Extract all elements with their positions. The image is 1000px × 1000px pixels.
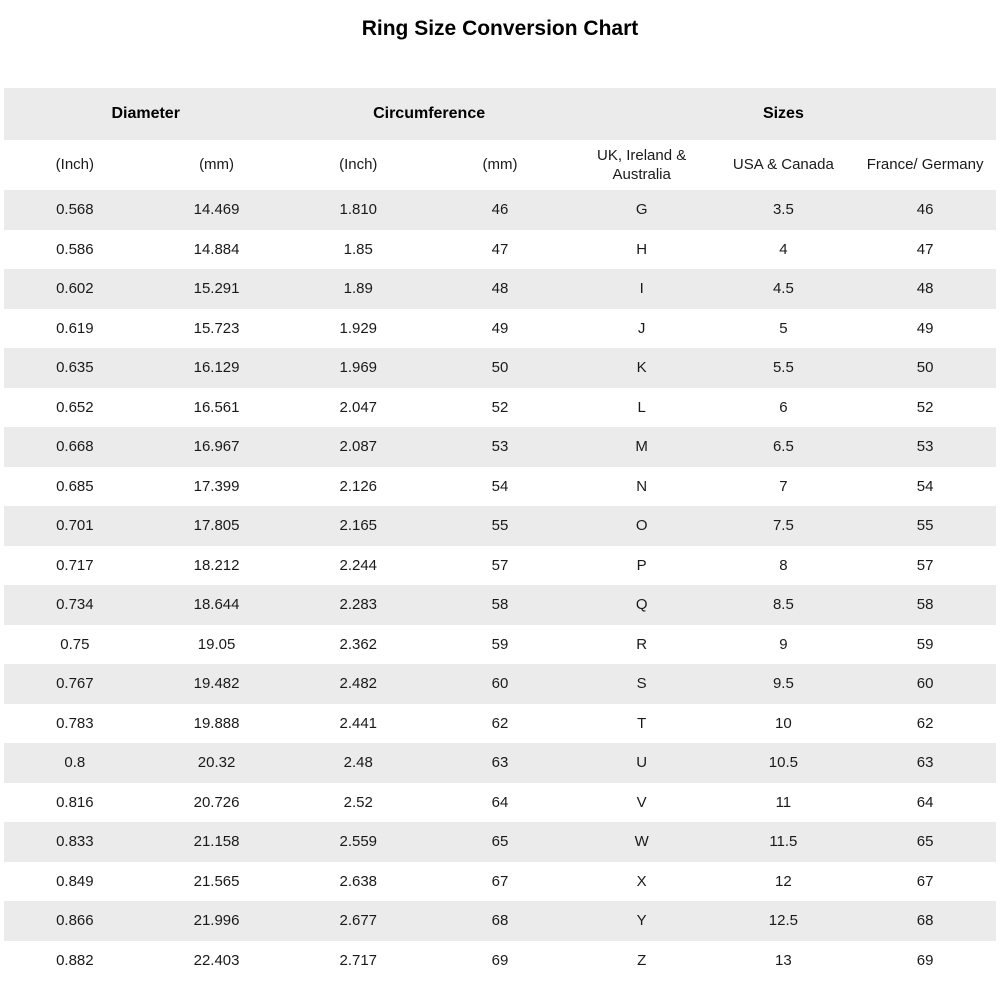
- table-cell: 2.087: [339, 438, 378, 456]
- table-cell: 68: [916, 912, 934, 930]
- table-cell: L: [637, 398, 646, 416]
- table-cell: 0.635: [56, 359, 94, 377]
- table-cell: 0.619: [56, 319, 94, 337]
- table-cell: 1.85: [343, 240, 373, 258]
- table-cell: J: [637, 319, 646, 337]
- table-cell: 12: [775, 872, 792, 890]
- table-cell: 21.996: [193, 912, 240, 930]
- page-title: Ring Size Conversion Chart: [361, 17, 639, 40]
- table-cell: 19.05: [197, 635, 236, 653]
- table-cell: K: [636, 359, 647, 377]
- conversion-table-container: [4, 88, 996, 980]
- table-cell: 0.586: [56, 240, 94, 258]
- table-cell: 10: [775, 714, 792, 732]
- ring-size-conversion-table: [4, 88, 996, 980]
- table-cell: 22.403: [193, 951, 240, 969]
- table-cell: 46: [491, 201, 509, 219]
- table-cell: W: [634, 833, 649, 851]
- table-cell: 2.283: [339, 596, 378, 614]
- table-cell: 9: [779, 635, 788, 653]
- table-row: [4, 427, 996, 467]
- table-cell: 59: [916, 635, 934, 653]
- table-row: [4, 783, 996, 823]
- table-cell: V: [636, 793, 647, 811]
- column-header-usa-canada: USA & Canada: [732, 156, 834, 174]
- table-cell: 52: [491, 398, 509, 416]
- table-row: [4, 546, 996, 586]
- table-cell: 4.5: [772, 280, 794, 298]
- table-cell: 47: [491, 240, 509, 258]
- table-cell: 2.441: [339, 714, 378, 732]
- table-row: [4, 941, 996, 981]
- table-cell: 17.805: [193, 517, 240, 535]
- table-cell: 2.362: [339, 635, 378, 653]
- table-cell: 2.52: [343, 793, 373, 811]
- table-cell: 6: [779, 398, 788, 416]
- table-cell: 2.244: [339, 556, 378, 574]
- table-cell: 49: [916, 319, 934, 337]
- table-cell: 63: [916, 754, 934, 772]
- table-cell: 4: [779, 240, 788, 258]
- table-cell: 0.882: [56, 951, 94, 969]
- table-cell: 63: [491, 754, 509, 772]
- column-header-diameter-inch: (Inch): [55, 156, 95, 174]
- table-cell: 0.833: [56, 833, 94, 851]
- table-cell: 18.212: [193, 556, 240, 574]
- table-cell: 15.291: [193, 280, 240, 298]
- table-row: [4, 506, 996, 546]
- table-cell: 48: [491, 280, 509, 298]
- table-cell: 0.849: [56, 872, 94, 890]
- table-cell: 64: [491, 793, 509, 811]
- table-row: [4, 348, 996, 388]
- table-cell: 60: [916, 675, 934, 693]
- table-cell: 11: [775, 793, 792, 811]
- table-cell: N: [636, 477, 648, 495]
- table-row: [4, 664, 996, 704]
- table-cell: 0.783: [56, 714, 94, 732]
- table-cell: 15.723: [193, 319, 240, 337]
- table-cell: 2.482: [339, 675, 378, 693]
- table-cell: 48: [916, 280, 934, 298]
- table-cell: 47: [916, 240, 934, 258]
- table-cell: 1.969: [339, 359, 378, 377]
- table-cell: 0.701: [56, 517, 94, 535]
- table-cell: 3.5: [772, 201, 794, 219]
- table-cell: 2.047: [339, 398, 378, 416]
- table-cell: 0.767: [56, 675, 94, 693]
- table-cell: 1.89: [343, 280, 373, 298]
- table-cell: 58: [491, 596, 509, 614]
- table-cell: 21.565: [193, 872, 240, 890]
- table-row: [4, 585, 996, 625]
- table-cell: 2.717: [339, 951, 378, 969]
- table-cell: 0.75: [60, 635, 90, 653]
- table-cell: 54: [916, 477, 934, 495]
- table-cell: 0.8: [64, 754, 86, 772]
- table-cell: U: [636, 754, 648, 772]
- table-cell: Q: [635, 596, 648, 614]
- table-cell: 2.126: [339, 477, 378, 495]
- table-cell: 65: [916, 833, 934, 851]
- table-row: [4, 309, 996, 349]
- table-cell: 46: [916, 201, 934, 219]
- table-cell: 12.5: [768, 912, 798, 930]
- table-cell: 2.677: [339, 912, 378, 930]
- table-cell: Y: [636, 912, 647, 930]
- table-cell: O: [635, 517, 648, 535]
- table-cell: 2.165: [339, 517, 378, 535]
- table-cell: 10.5: [768, 754, 798, 772]
- table-cell: 67: [491, 872, 509, 890]
- column-header-diameter-mm: (mm): [199, 156, 235, 174]
- table-cell: 19.482: [193, 675, 240, 693]
- table-cell: 21.158: [193, 833, 240, 851]
- table-row: [4, 704, 996, 744]
- table-cell: 0.816: [56, 793, 94, 811]
- table-cell: 55: [916, 517, 934, 535]
- table-cell: 50: [916, 359, 934, 377]
- column-header-france-germany: France/ Germany: [866, 156, 984, 174]
- table-cell: Z: [637, 951, 647, 969]
- table-cell: X: [636, 872, 647, 890]
- table-cell: 0.568: [56, 201, 94, 219]
- column-header-circumference-mm: (mm): [482, 156, 518, 174]
- table-cell: 65: [491, 833, 509, 851]
- table-cell: 13: [775, 951, 792, 969]
- table-cell: 18.644: [193, 596, 240, 614]
- table-cell: 5: [779, 319, 788, 337]
- table-cell: 0.717: [56, 556, 94, 574]
- table-cell: 59: [491, 635, 509, 653]
- column-header-circumference-inch: (Inch): [339, 156, 378, 174]
- table-cell: 0.668: [56, 438, 94, 456]
- table-cell: 16.129: [193, 359, 240, 377]
- table-cell: 58: [916, 596, 934, 614]
- table-cell: 7: [779, 477, 788, 495]
- table-cell: 60: [491, 675, 509, 693]
- table-cell: 67: [916, 872, 934, 890]
- table-cell: 16.967: [193, 438, 240, 456]
- table-cell: T: [637, 714, 647, 732]
- table-cell: 69: [916, 951, 934, 969]
- table-row: [4, 467, 996, 507]
- table-cell: 2.638: [339, 872, 378, 890]
- table-row: [4, 269, 996, 309]
- column-header-uk-ireland-australia: UK, Ireland & Australia: [597, 146, 687, 184]
- table-cell: 19.888: [193, 714, 240, 732]
- table-cell: 1.810: [339, 201, 378, 219]
- table-row: [4, 625, 996, 665]
- table-cell: 62: [916, 714, 934, 732]
- table-cell: 0.685: [56, 477, 94, 495]
- table-header: [4, 88, 996, 190]
- table-cell: 8.5: [772, 596, 794, 614]
- group-header-diameter: Diameter: [111, 105, 180, 123]
- table-cell: H: [636, 240, 648, 258]
- table-row: [4, 862, 996, 902]
- table-cell: 7.5: [772, 517, 794, 535]
- table-cell: P: [636, 556, 647, 574]
- table-cell: 9.5: [772, 675, 794, 693]
- table-cell: 49: [491, 319, 509, 337]
- group-header-circumference: Circumference: [373, 105, 486, 123]
- column-header-row: [4, 140, 996, 190]
- table-cell: 0.652: [56, 398, 94, 416]
- table-cell: 54: [491, 477, 509, 495]
- table-row: [4, 388, 996, 428]
- table-body: [4, 190, 996, 980]
- table-cell: 1.929: [339, 319, 378, 337]
- table-cell: 52: [916, 398, 934, 416]
- table-cell: 14.884: [193, 240, 240, 258]
- table-cell: 55: [491, 517, 509, 535]
- table-row: [4, 901, 996, 941]
- table-cell: 50: [491, 359, 509, 377]
- table-cell: 5.5: [772, 359, 794, 377]
- table-row: [4, 230, 996, 270]
- table-cell: 57: [491, 556, 509, 574]
- table-cell: 20.726: [193, 793, 240, 811]
- table-cell: G: [635, 201, 648, 219]
- table-row: [4, 822, 996, 862]
- table-cell: 57: [916, 556, 934, 574]
- table-cell: 68: [491, 912, 509, 930]
- table-cell: 62: [491, 714, 509, 732]
- table-cell: 53: [916, 438, 934, 456]
- table-cell: 2.48: [343, 754, 373, 772]
- table-cell: R: [636, 635, 648, 653]
- table-cell: 0.866: [56, 912, 94, 930]
- table-cell: M: [635, 438, 648, 456]
- table-cell: 6.5: [772, 438, 794, 456]
- table-row: [4, 190, 996, 230]
- group-header-row: [4, 88, 996, 140]
- table-cell: 8: [779, 556, 788, 574]
- table-row: [4, 743, 996, 783]
- table-cell: 20.32: [197, 754, 236, 772]
- table-cell: 0.602: [56, 280, 94, 298]
- table-cell: 64: [916, 793, 934, 811]
- group-header-sizes: Sizes: [762, 105, 804, 123]
- table-cell: 17.399: [193, 477, 240, 495]
- table-cell: 2.559: [339, 833, 378, 851]
- table-cell: 16.561: [193, 398, 240, 416]
- table-cell: I: [639, 280, 644, 298]
- table-cell: 0.734: [56, 596, 94, 614]
- table-cell: 69: [491, 951, 509, 969]
- table-cell: S: [636, 675, 647, 693]
- table-cell: 11.5: [769, 833, 798, 851]
- table-cell: 14.469: [193, 201, 240, 219]
- table-cell: 53: [491, 438, 509, 456]
